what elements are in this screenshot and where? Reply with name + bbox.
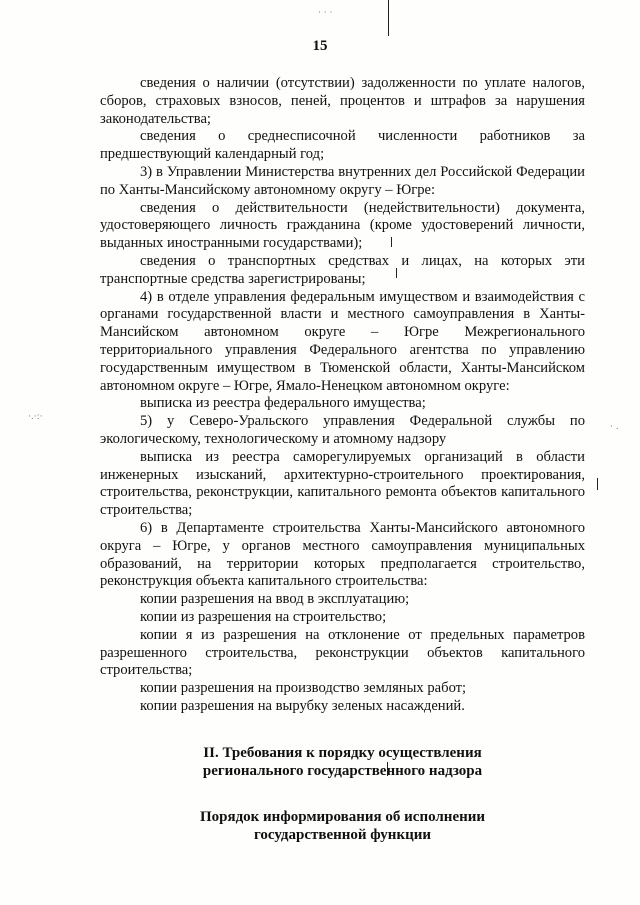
scan-speck-right: · . [610,422,619,432]
section-heading-line-1: II. Требования к порядку осуществления [203,744,482,761]
paragraph-employee-count-info: сведения о среднесписочной численности работников за предшествующий календарный год; [100,128,585,163]
scan-speck-left: ·.·:· [28,412,43,422]
subsection-heading-line-1: Порядок информирования об исполнении [199,808,486,825]
paragraph-id-document-validity: сведения о действительности (недействительности) документа, удостоверяющего личность гражданина (кроме удостоверений личности, выданных иностранными государствами); [100,199,585,252]
section-heading-line-2: регионального государственного надзора [202,762,483,779]
page-number: 15 [312,38,328,54]
scan-vertical-line-top [388,0,389,36]
paragraph-vehicle-registration: сведения о транспортных средствах и лицах, на которых эти транспортные средства зарегистрированы; [100,252,585,287]
paragraph-sro-registry-extract: выписка из реестра саморегулируемых организаций в области инженерных изысканий, архитектурно-строительного проектирования, строительства, реконструкции, капитального ремонта объектов капитального строительства; [100,448,585,519]
paragraph-item-5-rostekhnadzor: 5) у Северо-Уральского управления Федеральной службы по экологическому, технологическому и атомному надзору [100,413,585,447]
document-body [100,75,585,844]
paragraph-item-3-interior-ministry: 3) в Управлении Министерства внутренних дел Российской Федерации по Ханты-Мансийскому автономному округу – Югре: [100,163,585,198]
paragraph-construction-permit: копии из разрешения на строительство; [140,608,387,625]
paragraph-tree-felling-permit: копии разрешения на вырубку зеленых насаждений. [140,697,465,714]
scan-mark-3 [597,478,598,490]
paragraph-deviation-permit: копии я из разрешения на отклонение от предельных параметров разрешенного строительства, реконструкции объектов капитального строительства; [100,626,585,679]
paragraph-tax-debt-info: сведения о наличии (отсутствии) задолженности по уплате налогов, сборов, страховых взносов, пеней, процентов и штрафов за нарушения законодательства; [100,75,585,127]
scan-speck-top: · · · [318,8,333,18]
paragraph-commissioning-permit: копии разрешения на ввод в эксплуатацию; [140,591,410,608]
paragraph-earthworks-permit: копии разрешения на производство земляных работ; [140,680,467,697]
subsection-heading [100,808,585,844]
subsection-heading-line-2: государственной функции [253,826,432,843]
paragraph-item-4-federal-property: 4) в отделе управления федеральным имуществом и взаимодействия с органами государственной власти и местного самоуправления в Ханты-Мансийском автономном округе – Югре Межрегионального территориального управления Федерального агентства по управлению государственным имуществом в Тюменской области, Ханты-Мансийском автономном округе – Югре, Ямало-Ненецком автономном округе: [100,288,585,394]
section-heading [100,744,585,780]
paragraph-item-6-construction-dept: 6) в Департаменте строительства Ханты-Мансийского автономного округа – Югре, у органов местного самоуправления муниципальных образований, на территории которых предполагается строительство, реконструкция объекта капитального строительства: [100,519,585,590]
paragraph-federal-property-extract: выписка из реестра федерального имущества; [140,395,426,412]
